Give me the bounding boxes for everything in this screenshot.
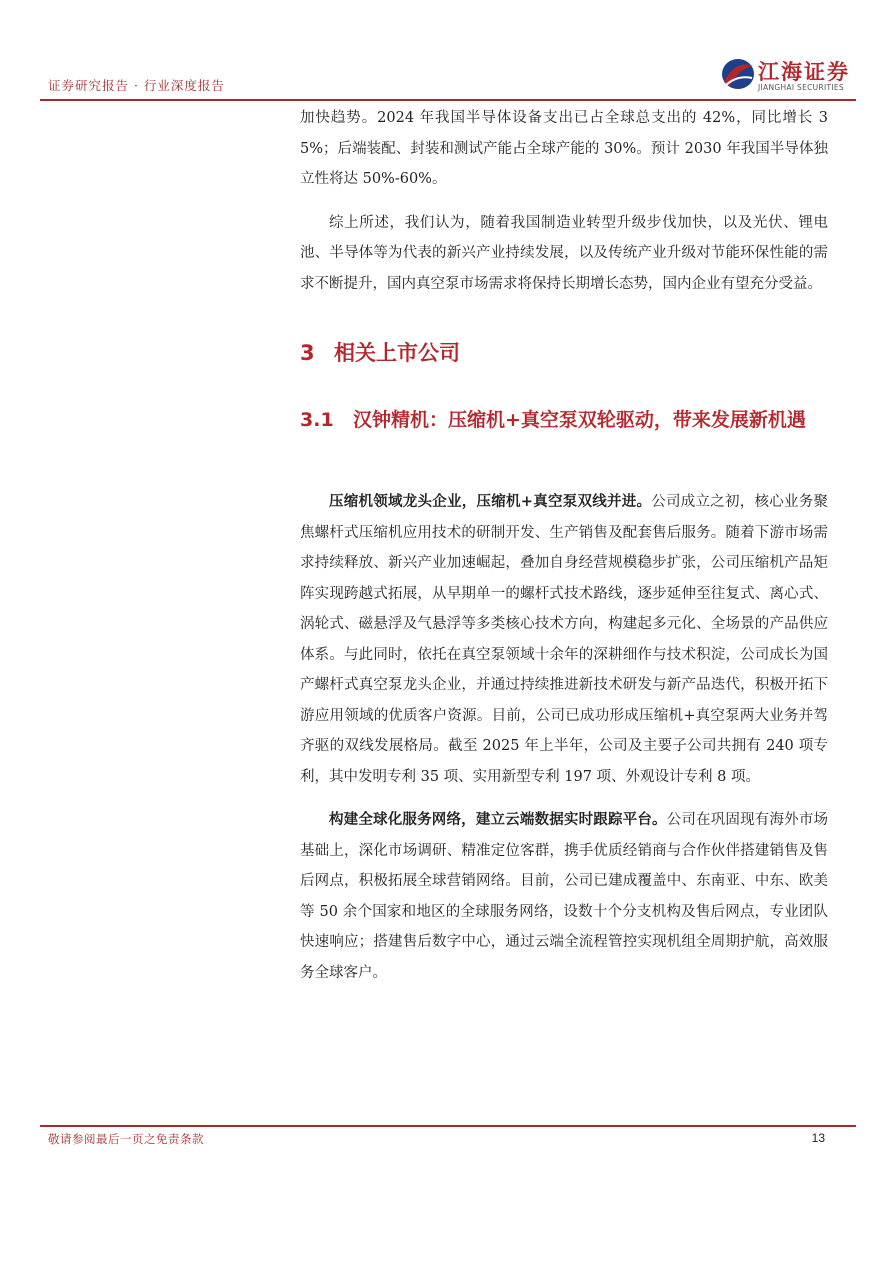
paragraph-business-overview: [300, 487, 828, 792]
subsection-number: 3.1: [300, 409, 334, 431]
paragraph-conclusion: 综上所述，我们认为，随着我国制造业转型升级步伐加快，以及光伏、锂电池、半导体等为代表的新兴产业持续发展，以及传统产业升级对节能环保性能的需求不断提升，国内真空泵市场需求将保持长期增长态势，国内企业有望充分受益。: [300, 214, 828, 292]
header-divider: [40, 99, 856, 101]
footer-divider: [40, 1125, 856, 1127]
subsection-heading: [300, 395, 828, 445]
section-number: 3: [300, 341, 315, 365]
paragraph-body: 公司成立之初，核心业务聚焦螺杆式压缩机应用技术的研制开发、生产销售及配套售后服务。随着下游市场需求持续释放、新兴产业加速崛起，叠加自身经营规模稳步扩张，公司压缩机产品矩阵实现跨越式拓展，从早期单一的螺杆式技术路线，逐步延伸至往复式、离心式、涡轮式、磁悬浮及气悬浮等多类核心技术方向，构建起多元化、全场景的产品供应体系。与此同时，依托在真空泵领域十余年的深耕细作与技术积淀，公司成长为国产螺杆式真空泵龙头企业，并通过持续推进新技术研发与新产品迭代，积极开拓下游应用领域的优质客户资源。目前，公司已成功形成压缩机+真空泵两大业务并驾齐驱的双线发展格局。截至 2025 年上半年，公司及主要子公司共拥有 240 项专利，其中发明专利 35 项、实用新型专利 197 项、外观设计专利 8 项。: [300, 494, 828, 785]
intro-text-block: [300, 103, 828, 299]
subsection-title: 汉钟精机：压缩机+真空泵双轮驱动，带来发展新机遇: [353, 409, 806, 431]
paragraph-body: 公司在巩固现有海外市场基础上，深化市场调研、精准定位客群，携手优质经销商与合作伙伴搭建销售及售后网点，积极拓展全球营销网络。目前，公司已建成覆盖中、东南亚、中东、欧美等 50 余个国家和地区的全球服务网络，设数十个分支机构及售后网点，专业团队快速响应；搭建售后数字中心，通过云端全流程管控实现机组全周期护航，高效服务全球客户。: [300, 812, 829, 981]
page-number: 13: [811, 1131, 825, 1145]
paragraph-global-network: [300, 805, 828, 988]
paragraph-lead: 构建全球化服务网络，建立云端数据实时跟踪平台。: [329, 811, 667, 828]
section-heading: [300, 337, 460, 367]
company-text-block: [300, 487, 828, 988]
section-title: 相关上市公司: [334, 341, 460, 365]
logo-english-name: JIANGHAI SECURITIES: [758, 83, 844, 92]
logo-emblem-icon: [720, 56, 756, 92]
logo-chinese-name: 江海证券: [758, 59, 850, 84]
disclaimer-note: 敬请参阅最后一页之免责条款: [48, 1132, 204, 1146]
paragraph-lead: 压缩机领域龙头企业，压缩机+真空泵双线并进。: [329, 493, 652, 510]
report-type-label: 证券研究报告 · 行业深度报告: [48, 78, 225, 93]
paragraph-continued: 加快趋势。2024 年我国半导体设备支出已占全球总支出的 42%，同比增长 35%；后端装配、封装和测试产能占全球产能的 30%。预计 2030 年我国半导体独立性将达 50%-60%。: [300, 110, 828, 187]
company-logo: [720, 54, 850, 94]
